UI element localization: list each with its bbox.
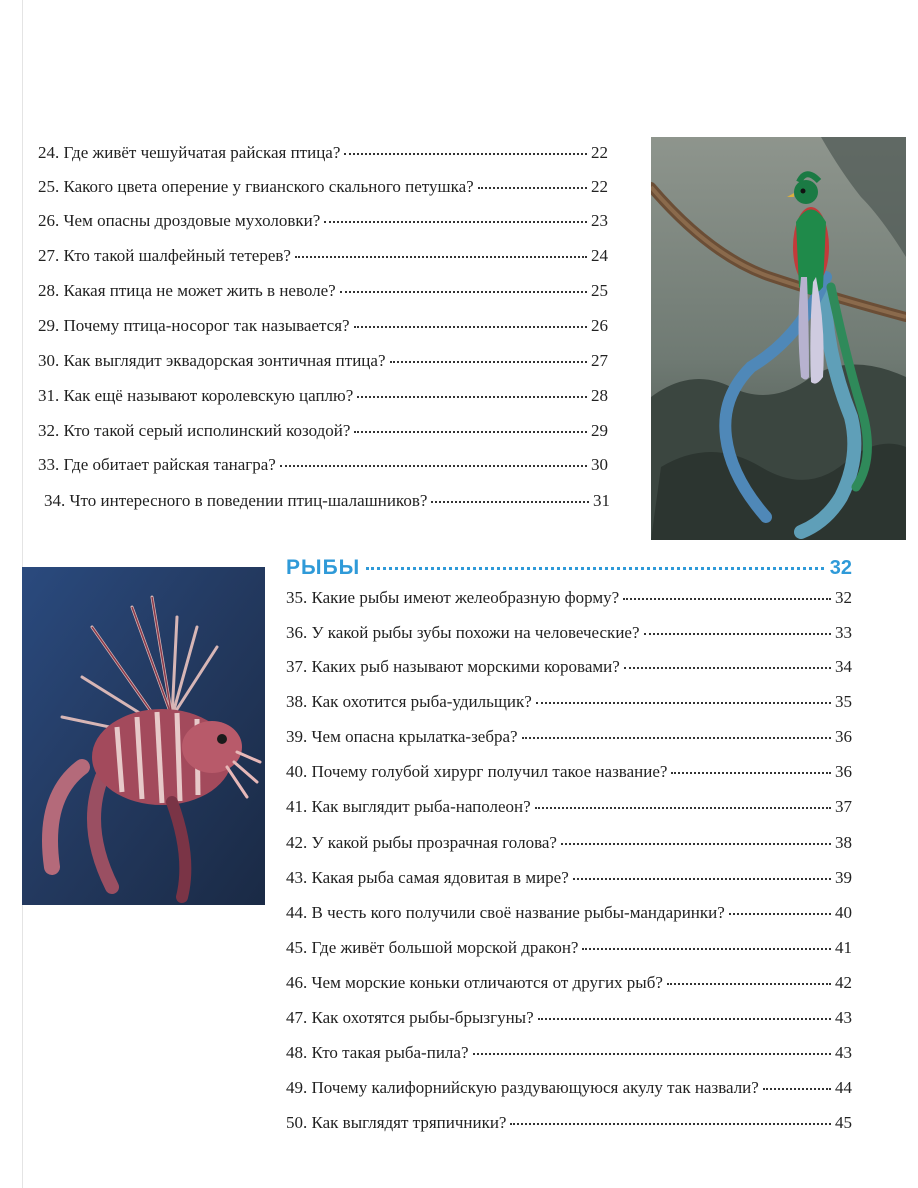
leader-dots [623, 594, 831, 600]
toc-entry[interactable] [286, 1007, 852, 1029]
toc-entry[interactable] [38, 210, 608, 232]
leader-dots [357, 392, 587, 398]
toc-page-number: 33 [835, 623, 852, 642]
toc-page-number: 41 [835, 938, 852, 957]
toc-entry[interactable] [38, 245, 608, 267]
toc-entry[interactable] [38, 176, 608, 198]
toc-page-number: 35 [835, 692, 852, 711]
toc-entry[interactable] [38, 280, 608, 302]
toc-question: 32. Кто такой серый исполинский козодой? [38, 421, 351, 440]
toc-entry[interactable] [38, 142, 608, 164]
toc-question: 45. Где живёт большой морской дракон? [286, 938, 579, 957]
leader-dots [522, 733, 831, 739]
toc-page-number: 24 [591, 246, 608, 265]
toc-entry[interactable] [38, 385, 608, 407]
toc-page-number: 37 [835, 797, 852, 816]
toc-page-number: 26 [591, 316, 608, 335]
toc-question: 44. В честь кого получили своё название рыбы-мандаринки? [286, 903, 725, 922]
toc-entry[interactable] [286, 1112, 852, 1134]
toc-question: 47. Как охотятся рыбы-брызгуны? [286, 1008, 534, 1027]
toc-page-number: 27 [591, 351, 608, 370]
leader-dots [478, 183, 587, 189]
toc-entry[interactable] [286, 691, 852, 713]
toc-question: 42. У какой рыбы прозрачная голова? [286, 833, 557, 852]
toc-page-number: 22 [591, 143, 608, 162]
toc-question: 30. Как выглядит эквадорская зонтичная птица? [38, 351, 386, 370]
toc-question: 33. Где обитает райская танагра? [38, 455, 276, 474]
toc-entry[interactable] [286, 726, 852, 748]
leader-dots [340, 287, 587, 293]
toc-entry[interactable] [286, 867, 852, 889]
leader-dots [624, 663, 831, 669]
toc-entry[interactable] [286, 656, 852, 678]
quetzal-illustration [651, 137, 906, 540]
toc-entry[interactable] [286, 622, 852, 644]
toc-question: 37. Каких рыб называют морскими коровами? [286, 657, 620, 676]
toc-question: 46. Чем морские коньки отличаются от других рыб? [286, 973, 663, 992]
leader-dots [510, 1119, 831, 1125]
toc-entry[interactable] [286, 832, 852, 854]
toc-page-number: 43 [835, 1008, 852, 1027]
section-heading-fish[interactable] [286, 556, 852, 580]
leader-dots [667, 979, 831, 985]
leader-dots [324, 217, 587, 223]
toc-question: 41. Как выглядит рыба-наполеон? [286, 797, 531, 816]
toc-page-number: 30 [591, 455, 608, 474]
toc-question: 38. Как охотится рыба-удильщик? [286, 692, 532, 711]
toc-entry[interactable] [38, 315, 608, 337]
leader-dots [763, 1084, 831, 1090]
section-page-number: 32 [829, 557, 852, 579]
toc-question: 24. Где живёт чешуйчатая райская птица? [38, 143, 341, 162]
leader-dots [671, 768, 831, 774]
leader-dots [295, 252, 587, 258]
toc-page-number: 28 [591, 386, 608, 405]
toc-entry[interactable] [286, 902, 852, 924]
toc-entry[interactable] [286, 937, 852, 959]
toc-question: 49. Почему калифорнийскую раздувающуюся акулу так назвали? [286, 1078, 759, 1097]
toc-page-number: 23 [591, 211, 608, 230]
toc-question: 35. Какие рыбы имеют желеобразную форму? [286, 588, 620, 607]
toc-entry[interactable] [286, 1077, 852, 1099]
toc-question: 28. Какая птица не может жить в неволе? [38, 281, 336, 300]
section-title: РЫБЫ [286, 556, 361, 579]
toc-page-number: 36 [835, 727, 852, 746]
toc-question: 27. Кто такой шалфейный тетерев? [38, 246, 291, 265]
toc-entry[interactable] [286, 796, 852, 818]
leader-dots [644, 629, 831, 635]
leader-dots [366, 567, 824, 570]
leader-dots [538, 1014, 831, 1020]
leader-dots [344, 149, 587, 155]
toc-question: 34. Что интересного в поведении птиц-шалашников? [44, 491, 428, 510]
toc-page-number: 43 [835, 1043, 852, 1062]
leader-dots [536, 698, 831, 704]
leader-dots [573, 874, 831, 880]
leader-dots [354, 427, 587, 433]
toc-question: 43. Какая рыба самая ядовитая в мире? [286, 868, 569, 887]
leader-dots [354, 322, 587, 328]
toc-page-number: 45 [835, 1113, 852, 1132]
toc-page-number: 39 [835, 868, 852, 887]
toc-page-number: 25 [591, 281, 608, 300]
toc-page-number: 34 [835, 657, 852, 676]
toc-page-number: 36 [835, 762, 852, 781]
leader-dots [561, 839, 831, 845]
toc-entry[interactable] [286, 1042, 852, 1064]
toc-entry[interactable] [44, 490, 610, 512]
toc-entry[interactable] [286, 972, 852, 994]
toc-page-number: 44 [835, 1078, 852, 1097]
leader-dots [280, 461, 587, 467]
toc-entry[interactable] [38, 454, 608, 476]
toc-question: 40. Почему голубой хирург получил такое название? [286, 762, 668, 781]
toc-page-number: 31 [593, 491, 610, 510]
toc-question: 39. Чем опасна крылатка-зебра? [286, 727, 518, 746]
toc-entry[interactable] [38, 350, 608, 372]
toc-question: 50. Как выглядят тряпичники? [286, 1113, 507, 1132]
leader-dots [473, 1049, 832, 1055]
toc-question: 29. Почему птица-носорог так называется? [38, 316, 350, 335]
toc-entry[interactable] [38, 420, 608, 442]
toc-page-number: 22 [591, 177, 608, 196]
toc-question: 26. Чем опасны дроздовые мухоловки? [38, 211, 321, 230]
leader-dots [431, 497, 589, 503]
toc-page-number: 40 [835, 903, 852, 922]
toc-entry[interactable] [286, 761, 852, 783]
toc-entry[interactable] [286, 587, 852, 609]
toc-page-number: 32 [835, 588, 852, 607]
toc-page-number: 42 [835, 973, 852, 992]
leader-dots [582, 944, 831, 950]
leader-dots [535, 803, 831, 809]
lionfish-illustration [22, 567, 265, 905]
toc-question: 36. У какой рыбы зубы похожи на человеческие? [286, 623, 640, 642]
toc-question: 48. Кто такая рыба-пила? [286, 1043, 469, 1062]
toc-page-number: 38 [835, 833, 852, 852]
toc-question: 31. Как ещё называют королевскую цаплю? [38, 386, 354, 405]
toc-page-number: 29 [591, 421, 608, 440]
leader-dots [390, 357, 588, 363]
leader-dots [729, 909, 831, 915]
toc-question: 25. Какого цвета оперение у гвианского скального петушка? [38, 177, 474, 196]
